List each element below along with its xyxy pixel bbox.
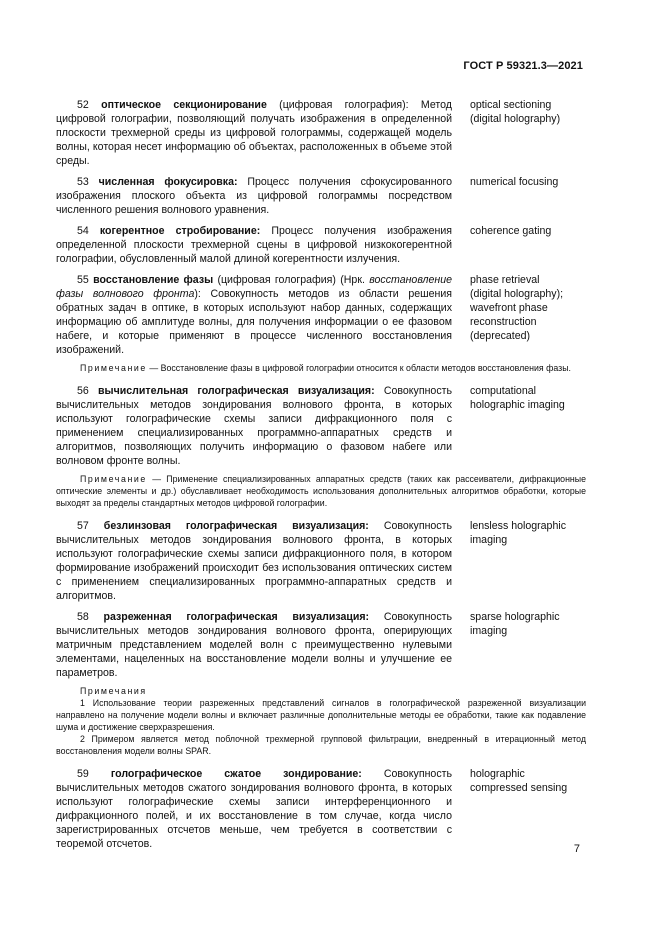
term-english-54 bbox=[470, 224, 586, 238]
term-english-57 bbox=[470, 519, 586, 547]
note-label: Примечания bbox=[80, 686, 147, 696]
note-55 bbox=[56, 362, 586, 374]
term-entry-55 bbox=[56, 273, 586, 357]
term-number: 52 bbox=[77, 99, 89, 111]
term-title: когерентное стробирование: bbox=[99, 225, 261, 237]
term-definition-55 bbox=[56, 273, 452, 357]
term-definition-57 bbox=[56, 519, 452, 603]
english-line: imaging bbox=[470, 625, 508, 637]
term-description: ): Совокупность методов из области решения обратных задач в оптике, в которых используют набор данных, содержащих информацию об амплитуде волны, для получения информации о ее фазовом набеге, и которые применяют в процессе численного восстановления изображений. bbox=[56, 288, 453, 356]
term-number: 57 bbox=[77, 520, 89, 532]
note-label: Примечание bbox=[80, 474, 147, 484]
term-definition-58 bbox=[56, 610, 452, 680]
term-entry-58 bbox=[56, 610, 586, 680]
term-number: 53 bbox=[77, 176, 89, 188]
term-english-52 bbox=[470, 98, 586, 126]
term-title: численная фокусировка: bbox=[98, 176, 238, 188]
term-description: Процесс получения сфокусированного изображения плоского объекта из цифровой голограммы посредством численного решения волнового уравнения. bbox=[56, 176, 452, 216]
term-definition-53 bbox=[56, 175, 452, 217]
page-number: 7 bbox=[573, 843, 580, 855]
english-line: phase retrieval bbox=[470, 274, 540, 286]
english-line: holographic bbox=[470, 768, 525, 780]
english-line: lensless holographic bbox=[470, 520, 566, 532]
term-description: Совокупность вычислительных методов зондирования волнового фронта, оперирующих матричным представлением моделей волн с преимущественно нулевыми элементами, нацеленных на восстановление модели волны и улучшение ее параметров. bbox=[56, 611, 452, 679]
term-entry-57 bbox=[56, 519, 586, 603]
term-description: Совокупность вычислительных методов зондирования волнового фронта, в которых используют голографические схемы записи дифракционного поля с применением специализированных программно-аппаратных средств и алгоритмов, позволяющих получить информацию о фазовом набеге или волновом фронте волны. bbox=[56, 385, 452, 467]
term-entry-53 bbox=[56, 175, 586, 217]
note-58 bbox=[56, 685, 586, 757]
standard-designation: ГОСТ Р 59321.3—2021 bbox=[463, 60, 583, 72]
note-text: — Восстановление фазы в цифровой голографии относится к области методов восстановления фазы. bbox=[146, 363, 571, 373]
note-text: — Применение специализированных аппаратных средств (таких как рассеиватели, дифракционные оптические элементы и др.) обуславливает необходимость использования дополнительных алгоритмов обработки, которые выходят за пределы стандартных методов цифровой голографии. bbox=[56, 474, 586, 508]
term-number: 56 bbox=[77, 385, 89, 397]
term-title: голографическое сжатое зондирование: bbox=[110, 768, 362, 780]
english-line: holographic imaging bbox=[470, 399, 565, 411]
term-description: Совокупность вычислительных методов зондирования волнового фронта, в которых используют голографические схемы записи дифракционного поля, в котором формирование изображений происходит без использования оптических систем с применением специализированных программно-аппаратных средств и алгоритмов. bbox=[56, 520, 452, 602]
term-number: 54 bbox=[77, 225, 89, 237]
term-definition-56 bbox=[56, 384, 452, 468]
english-line: sparse holographic bbox=[470, 611, 560, 623]
terms-list bbox=[56, 98, 586, 851]
term-definition-59 bbox=[56, 767, 452, 851]
deprecated-term: восстановление фазы волнового фронта bbox=[56, 274, 452, 300]
term-number: 55 bbox=[77, 274, 89, 286]
term-entry-56 bbox=[56, 384, 586, 468]
term-english-59 bbox=[470, 767, 586, 795]
english-line: (digital holography) bbox=[470, 113, 561, 125]
term-number: 58 bbox=[77, 611, 89, 623]
term-definition-54 bbox=[56, 224, 452, 266]
english-line: reconstruction bbox=[470, 316, 537, 328]
english-line: wavefront phase bbox=[470, 302, 548, 314]
term-title: безлинзовая голографическая визуализация: bbox=[103, 520, 369, 532]
english-line: numerical focusing bbox=[470, 176, 559, 188]
english-line: imaging bbox=[470, 534, 508, 546]
term-description: Процесс получения изображения определенной плоскости трехмерной сцены в цифровой низкокогерентной голографии, обусловленный малой длиной когерентности излучения. bbox=[56, 225, 452, 265]
english-line: (digital holography); bbox=[470, 288, 564, 300]
note-item-1: 1 Использование теории разреженных представлений сигналов в голографической разреженной визуализации направлено на получение модели волны и включает различные дополнительные методы ее обработки, такие как подавление шума и достижение сверхразрешения. bbox=[56, 698, 586, 732]
term-english-55 bbox=[470, 273, 586, 343]
english-line: optical sectioning bbox=[470, 99, 552, 111]
term-description-prefix: (цифровая голография) (Нрк. bbox=[213, 274, 370, 286]
term-english-53 bbox=[470, 175, 586, 189]
english-line: compressed sensing bbox=[470, 782, 568, 794]
term-entry-54 bbox=[56, 224, 586, 266]
english-line: (deprecated) bbox=[470, 330, 531, 342]
term-english-56 bbox=[470, 384, 586, 412]
term-number: 59 bbox=[77, 768, 89, 780]
term-description: (цифровая голография): Метод цифровой голографии, позволяющий получать изображения в определенной плоскости трехмерной среды из цифровой голограммы, содержащей модель волны, которая несет информацию об объектах, расположенных в объеме этой среды. bbox=[56, 99, 452, 167]
term-description: Совокупность вычислительных методов сжатого зондирования волнового фронта, в которых используют голографические схемы записи интерференционного и дифракционного полей, и их восстановление в том случае, когда число зарегистрированных отсчетов меньше, чем требуется в соответствии с теоремой отсчетов. bbox=[56, 768, 452, 850]
term-title: восстановление фазы bbox=[93, 274, 214, 286]
note-56 bbox=[56, 473, 586, 509]
english-line: computational bbox=[470, 385, 536, 397]
term-title: вычислительная голографическая визуализация: bbox=[98, 385, 375, 397]
note-item-2: 2 Примером является метод поблочной трехмерной групповой фильтрации, внедренный в итерационный метод восстановления модели волны SPAR. bbox=[56, 734, 586, 756]
note-label: Примечание bbox=[80, 363, 147, 373]
term-title: разреженная голографическая визуализация: bbox=[103, 611, 370, 623]
english-line: coherence gating bbox=[470, 225, 552, 237]
term-definition-52 bbox=[56, 98, 452, 168]
term-english-58 bbox=[470, 610, 586, 638]
term-entry-59 bbox=[56, 767, 586, 851]
term-title: оптическое секционирование bbox=[101, 99, 267, 111]
term-entry-52 bbox=[56, 98, 586, 168]
